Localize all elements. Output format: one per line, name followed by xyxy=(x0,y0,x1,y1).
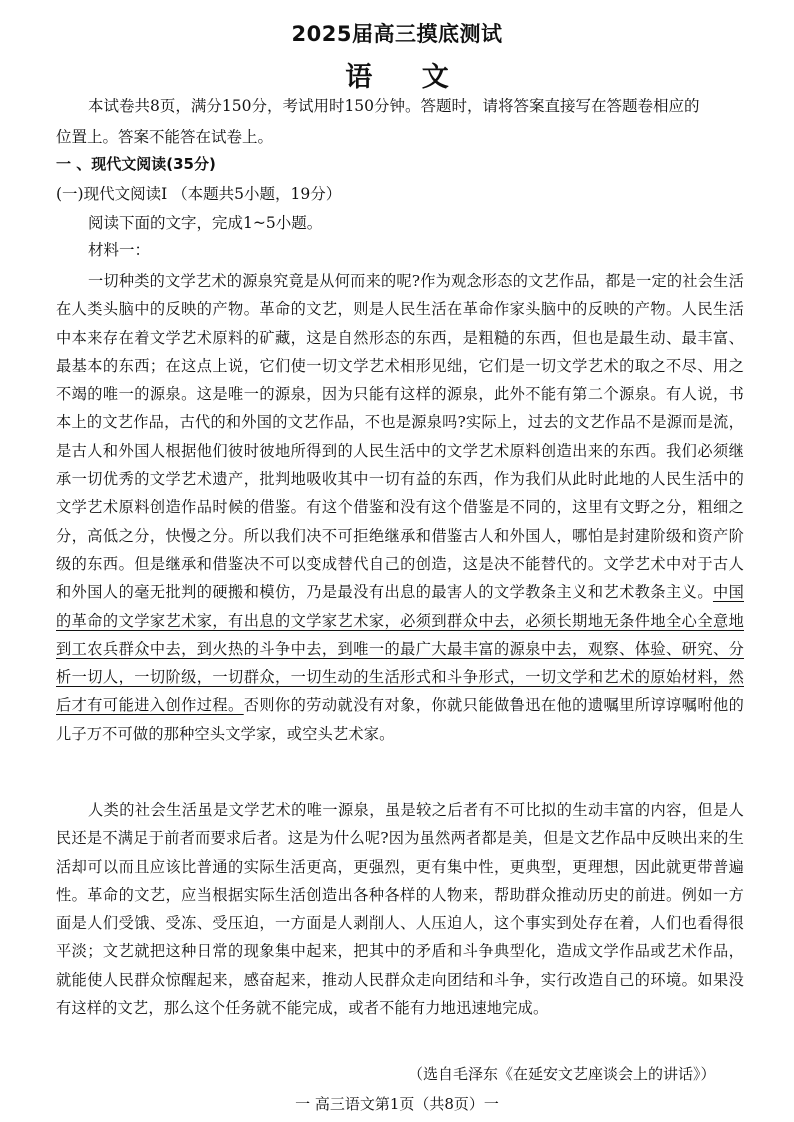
underlined-passage: 中国的革命的文学家艺术家，有出息的文学家艺术家，必须到群众中去，必须长期地无条件地全心全意地到工农兵群众中去，到火热的斗争中去，到唯一的最广大最丰富的源泉中去，观察、体验、研究、分析一切人，一切阶级，一切群众，一切生动的生活形式和斗争形式，一切文学和艺术的原始材料，然后才有可能进入创作过程。 xyxy=(56,583,744,715)
paragraph-1-text-a: 一切种类的文学艺术的源泉究竟是从何而来的呢?作为观念形态的文艺作品，都是一定的社会生活在人类头脑中的反映的产物。革命的文艺，则是人民生活在革命作家头脑中的反映的产物。人民生活中本来存在着文学艺术原料的矿藏，这是自然形态的东西，是粗糙的东西，但也是最生动、最丰富、最基本的东西；在这点上说，它们使一切文学艺术相形见绌，它们是一切文学艺术的取之不尽、用之不竭的唯一的源泉。这是唯一的源泉，因为只能有这样的源泉，此外不能有第二个源泉。有人说，书本上的文艺作品，古代的和外国的文艺作品，不也是源泉吗?实际上，过去的文艺作品不是源而是流，是古人和外国人根据他们彼时彼地所得到的人民生活中的文学艺术原料创造出来的东西。我们必须继承一切优秀的文学艺术遗产，批判地吸收其中一切有益的东西，作为我们从此时此地的人民生活中的文学艺术原料创造作品时候的借鉴。有这个借鉴和没有这个借鉴是不同的，这里有文野之分，粗细之分，高低之分，快慢之分。所以我们决不可拒绝继承和借鉴古人和外国人，哪怕是封建阶级和资产阶级的东西。但是继承和借鉴决不可以变成替代自己的创造，这是决不能替代的。文学艺术中对于古人和外国人的毫无批判的硬搬和模仿，乃是最没有出息的最害人的文学教条主义和艺术教条主义。 xyxy=(56,272,744,602)
material-label: 材料一： xyxy=(88,241,151,259)
reading-prompt: 阅读下面的文字，完成1~5小题。 xyxy=(88,214,323,232)
page-footer: 一 高三语文第1页（共8页）一 xyxy=(295,1095,499,1113)
instructions-line-2: 位置上。答案不能答在试卷上。 xyxy=(56,128,274,146)
exam-title: 2025届高三摸底测试 xyxy=(291,22,503,46)
section-heading: 一 、现代文阅读(35分) xyxy=(56,155,216,173)
material-paragraph-2: 人类的社会生活虽是文学艺术的唯一源泉，虽是较之后者有不可比拟的生动丰富的内容，但是人民还是不满足于前者而要求后者。这是为什么呢?因为虽然两者都是美，但是文艺作品中反映出来的生活却可以而且应该比普通的实际生活更高，更强烈，更有集中性，更典型，更理想，因此就更带普遍性。革命的文艺，应当根据实际生活创造出各种各样的人物来，帮助群众推动历史的前进。例如一方面是人们受饿、受冻、受压迫，一方面是人剥削人、人压迫人，这个事实到处存在着，人们也看得很平淡；文艺就把这种日常的现象集中起来，把其中的矛盾和斗争典型化，造成文学作品或艺术作品，就能使人民群众惊醒起来，感奋起来，推动人民群众走向团结和斗争，实行改造自己的环境。如果没有这样的文艺，那么这个任务就不能完成，或者不能有力地迅速地完成。 xyxy=(56,801,744,1018)
material-paragraph-1 xyxy=(56,267,744,748)
subject-title: 语 文 xyxy=(345,62,469,93)
sub-section-heading: (一)现代文阅读I （本题共5小题，19分） xyxy=(56,185,342,203)
paragraph-1-text-b: 否则你的劳动就没有对象，你就只能做鲁迅在他的遗嘱里所谆谆嘱咐他的儿子万不可做的那种空头文学家，或空头艺术家。 xyxy=(56,696,744,743)
source-citation: （选自毛泽东《在延安文艺座谈会上的讲话》） xyxy=(408,1065,716,1083)
instructions-line-1: 本试卷共8页，满分150分，考试用时150分钟。答题时，请将答案直接写在答题卷相应的 xyxy=(88,97,700,115)
